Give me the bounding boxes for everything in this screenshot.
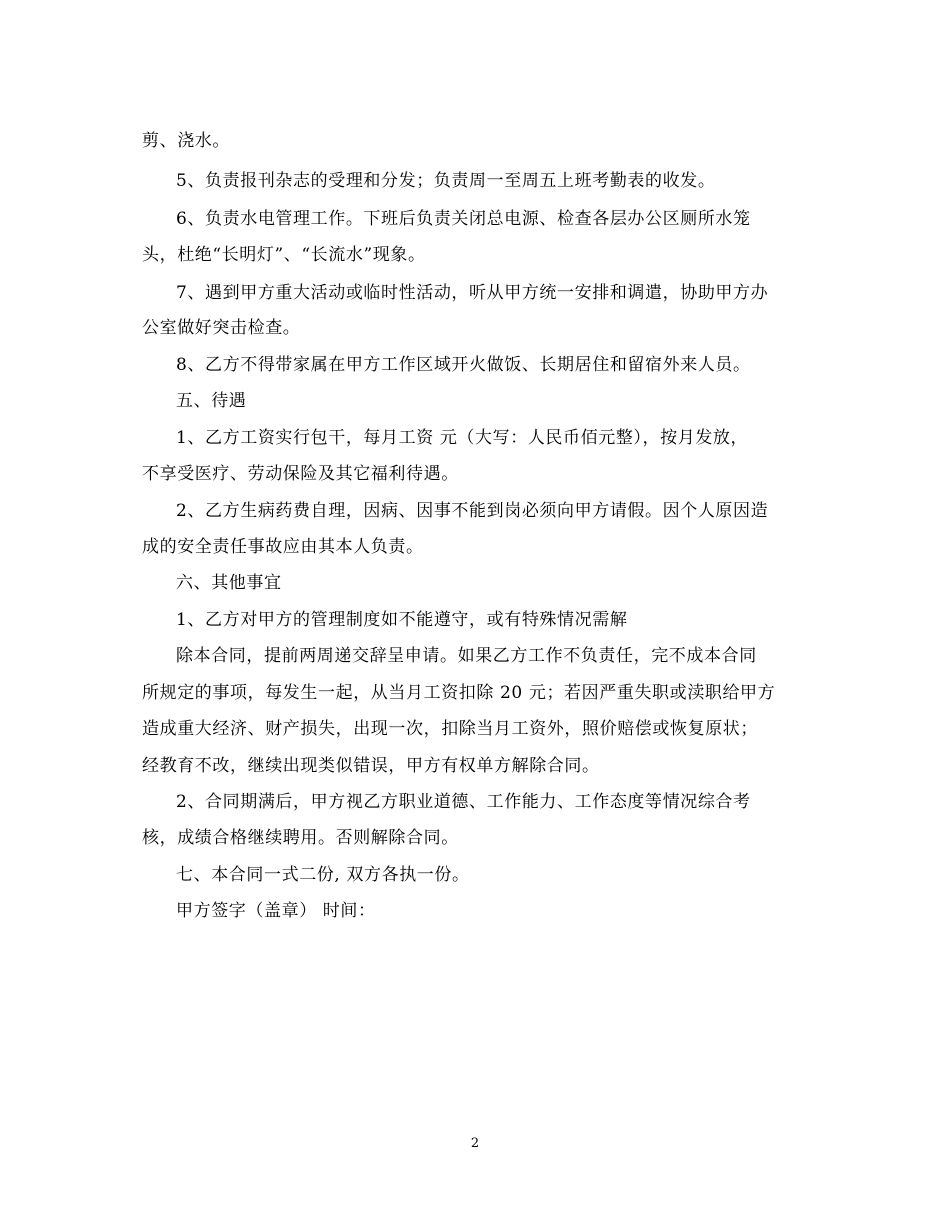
text-line-18: 经教育不改，继续出现类似错误，甲方有权单方解除合同。 xyxy=(142,756,600,776)
text-line-9: 1、乙方工资实行包干，每月工资 元（大写：人民币佰元整），按月发放， xyxy=(176,428,749,448)
text-line-4: 头，杜绝“长明灯”、“长流水”现象。 xyxy=(142,245,426,265)
text-line-7: 8、乙方不得带家属在甲方工作区域开火做饭、长期居住和留宿外来人员。 xyxy=(176,355,751,375)
text-line-1: 剪、浇水。 xyxy=(142,131,230,151)
signature-line: 甲方签字（盖章） 时间： xyxy=(176,901,376,921)
section-heading-6: 六、其他事宜 xyxy=(176,573,282,593)
section-heading-7: 七、本合同一式二份, 双方各执一份。 xyxy=(176,865,470,885)
text-line-11: 2、乙方生病药费自理，因病、因事不能到岗必须向甲方请假。因个人原因造 xyxy=(176,501,769,521)
text-line-5: 7、遇到甲方重大活动或临时性活动，听从甲方统一安排和调遣，协助甲方办 xyxy=(176,283,769,303)
text-line-12: 成的安全责任事故应由其本人负责。 xyxy=(142,537,424,557)
text-line-3: 6、负责水电管理工作。下班后负责关闭总电源、检查各层办公区厕所水笼 xyxy=(176,209,751,229)
section-heading-5: 五、待遇 xyxy=(176,391,247,411)
text-line-19: 2、合同期满后，甲方视乙方职业道德、工作能力、工作态度等情况综合考 xyxy=(176,792,751,812)
text-line-14: 1、乙方对甲方的管理制度如不能遵守，或有特殊情况需解 xyxy=(176,610,628,630)
text-line-15: 除本合同，提前两周递交辞呈申请。如果乙方工作不负责任，完不成本合同 xyxy=(176,646,757,666)
text-line-17: 造成重大经济、财产损失，出现一次，扣除当月工资外，照价赔偿或恢复原状； xyxy=(142,719,758,739)
text-line-2: 5、负责报刊杂志的受理和分发；负责周一至周五上班考勤表的收发。 xyxy=(176,171,716,191)
text-line-6: 公室做好突击检查。 xyxy=(142,318,301,338)
text-line-20: 核，成绩合格继续聘用。否则解除合同。 xyxy=(142,828,459,848)
text-line-10: 不享受医疗、劳动保险及其它福利待遇。 xyxy=(142,464,459,484)
text-line-16: 所规定的事项，每发生一起，从当月工资扣除 20 元；若因严重失职或渎职给甲方 xyxy=(142,683,776,703)
page-number: 2 xyxy=(470,1136,480,1151)
